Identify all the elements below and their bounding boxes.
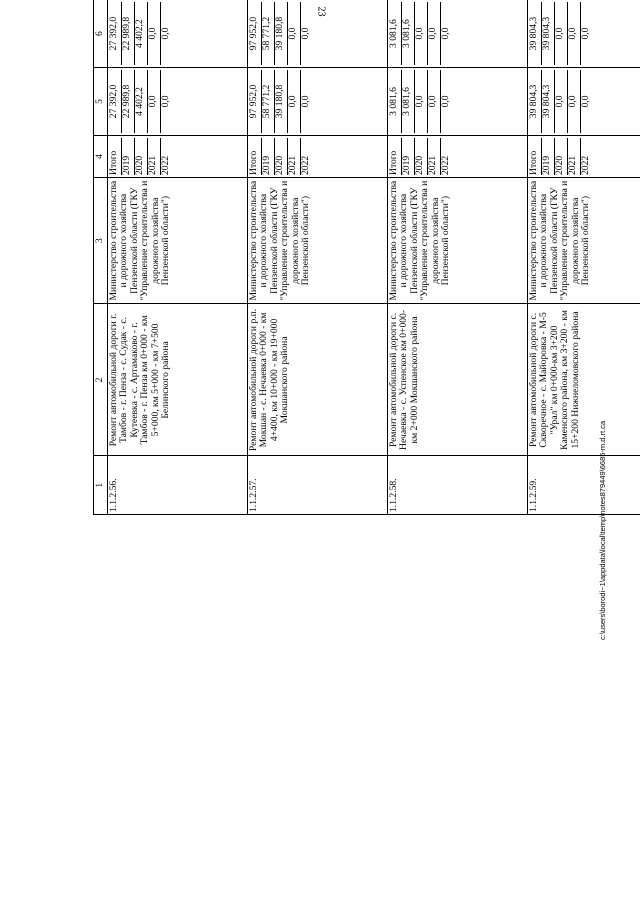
years-value: 2020: [135, 138, 148, 175]
cell-c6: [107, 0, 247, 67]
c5-value: 0,0: [428, 70, 441, 133]
row-number: 1.1.2.57.: [247, 456, 387, 515]
c6-value: 3 081,6: [389, 2, 402, 65]
years-value: 2019: [402, 138, 415, 175]
cell-c5: [527, 67, 640, 135]
column-header-3: 3: [94, 177, 108, 303]
c5-value: 0,0: [299, 95, 311, 108]
c5-value: 97 952,0: [249, 70, 262, 133]
years-value: 2019: [262, 138, 275, 175]
page-number: 23: [315, 6, 327, 17]
c6-value: 0,0: [568, 2, 581, 65]
c6-value: 39 804,3: [529, 2, 542, 65]
cell-c5: [387, 67, 527, 135]
budget-table: [93, 0, 640, 515]
c6-value: 0,0: [415, 2, 428, 65]
table-row: [247, 0, 387, 515]
years-value: 2021: [148, 138, 161, 175]
table-row: [107, 0, 247, 515]
c5-value: 3 081,6: [389, 70, 402, 133]
object-name: Ремонт автомобильной дороги с. Скворечное - с. Майоровка - М-5 "Урал" км 0+000-км 3+200 Каменского района, км 3+200 - км 15+200 Нижнеломовского района: [527, 304, 640, 456]
cell-c6: [247, 0, 387, 67]
cell-years: [107, 135, 247, 177]
c5-value: 39 804,3: [542, 70, 555, 133]
table-row: [387, 0, 527, 515]
executor: Министерство строительства и дорожного хозяйства Пензенской области (ГКУ "Управление строительства и дорожного хозяйства Пензенской области"): [247, 177, 387, 303]
row-number: 1.1.2.56.: [107, 456, 247, 515]
row-number: 1.1.2.58.: [387, 456, 527, 515]
column-header-5: 5: [94, 67, 108, 135]
years-value: 2022: [579, 155, 591, 175]
c5-value: 39 804,3: [529, 70, 542, 133]
years-value: 2019: [542, 138, 555, 175]
years-value: 2020: [415, 138, 428, 175]
c5-value: 0,0: [159, 95, 171, 108]
c5-value: 27 392,0: [109, 70, 122, 133]
header-row: [94, 0, 108, 515]
c6-value: 0,0: [428, 2, 441, 65]
object-name: Ремонт автомобильной дороги с. Нечаевка - с. Успенское км 0+000-км 2+000 Мокшанского района: [387, 304, 527, 456]
cell-c5: [247, 67, 387, 135]
object-name: Ремонт автомобильной дороги г. Тамбов - г. Пенза - с. Судак - с. Кутеевка - с. Артамаково - г. Тамбов - г. Пенза км 0+000 - км 5+000, км 5+000 - км 7+500 Белинского района: [107, 304, 247, 456]
years-value: Итого: [389, 138, 402, 175]
c5-value: 0,0: [415, 70, 428, 133]
c6-value: 0,0: [159, 27, 171, 40]
c5-value: 4 402,2: [135, 70, 148, 133]
c6-value: 4 402,2: [135, 2, 148, 65]
years-value: 2019: [122, 138, 135, 175]
years-value: 2022: [299, 155, 311, 175]
c6-value: 0,0: [579, 27, 591, 40]
cell-c6: [527, 0, 640, 67]
years-value: Итого: [109, 138, 122, 175]
c5-value: 39 180,8: [275, 70, 288, 133]
cell-c5: [107, 67, 247, 135]
column-header-4: 4: [94, 135, 108, 177]
c6-value: 0,0: [299, 27, 311, 40]
c5-value: 0,0: [568, 70, 581, 133]
c5-value: 0,0: [148, 70, 161, 133]
c6-value: 27 392,0: [109, 2, 122, 65]
object-name: Ремонт автомобильной дороги р.п. Мокшан - с. Нечаевка 0+000 - км 4+400, км 10+000 - км 19+000 Мокшанского района: [247, 304, 387, 456]
cell-years: [527, 135, 640, 177]
c6-value: 22 989,8: [122, 2, 135, 65]
cell-years: [387, 135, 527, 177]
cell-years: [247, 135, 387, 177]
table-row: [527, 0, 640, 515]
years-value: Итого: [249, 138, 262, 175]
c6-value: 3 081,6: [402, 2, 415, 65]
c6-value: 58 771,2: [262, 2, 275, 65]
c5-value: 58 771,2: [262, 70, 275, 133]
years-value: Итого: [529, 138, 542, 175]
c6-value: 39 180,8: [275, 2, 288, 65]
column-header-1: 1: [94, 456, 108, 515]
executor: Министерство строительства и дорожного хозяйства Пензенской области (ГКУ "Управление строительства и дорожного хозяйства Пензенской области"): [387, 177, 527, 303]
c6-value: 0,0: [148, 2, 161, 65]
c5-value: 0,0: [439, 95, 451, 108]
years-value: 2021: [288, 138, 301, 175]
years-value: 2021: [428, 138, 441, 175]
years-value: 2020: [555, 138, 568, 175]
c5-value: 3 081,6: [402, 70, 415, 133]
cell-c6: [387, 0, 527, 67]
c6-value: 0,0: [439, 27, 451, 40]
column-header-2: 2: [94, 304, 108, 456]
footer-path: c:\users\borodi~1\appdata\local\temp\notes879449\6685-m.d.rt.ca: [598, 420, 607, 640]
years-value: 2021: [568, 138, 581, 175]
row-number: 1.1.2.59.: [527, 456, 640, 515]
c6-value: 97 952,0: [249, 2, 262, 65]
column-header-6: 6: [94, 0, 108, 67]
c5-value: 22 989,8: [122, 70, 135, 133]
table-body: [94, 0, 640, 515]
years-value: 2022: [159, 155, 171, 175]
c5-value: 0,0: [288, 70, 301, 133]
executor: Министерство строительства и дорожного хозяйства Пензенской области (ГКУ "Управление строительства и дорожного хозяйства Пензенской области"): [527, 177, 640, 303]
years-value: 2020: [275, 138, 288, 175]
c5-value: 0,0: [555, 70, 568, 133]
executor: Министерство строительства и дорожного хозяйства Пензенской области (ГКУ "Управление строительства и дорожного хозяйства Пензенской области"): [107, 177, 247, 303]
c5-value: 0,0: [579, 95, 591, 108]
c6-value: 0,0: [288, 2, 301, 65]
c6-value: 0,0: [555, 2, 568, 65]
c6-value: 39 804,3: [542, 2, 555, 65]
years-value: 2022: [439, 155, 451, 175]
